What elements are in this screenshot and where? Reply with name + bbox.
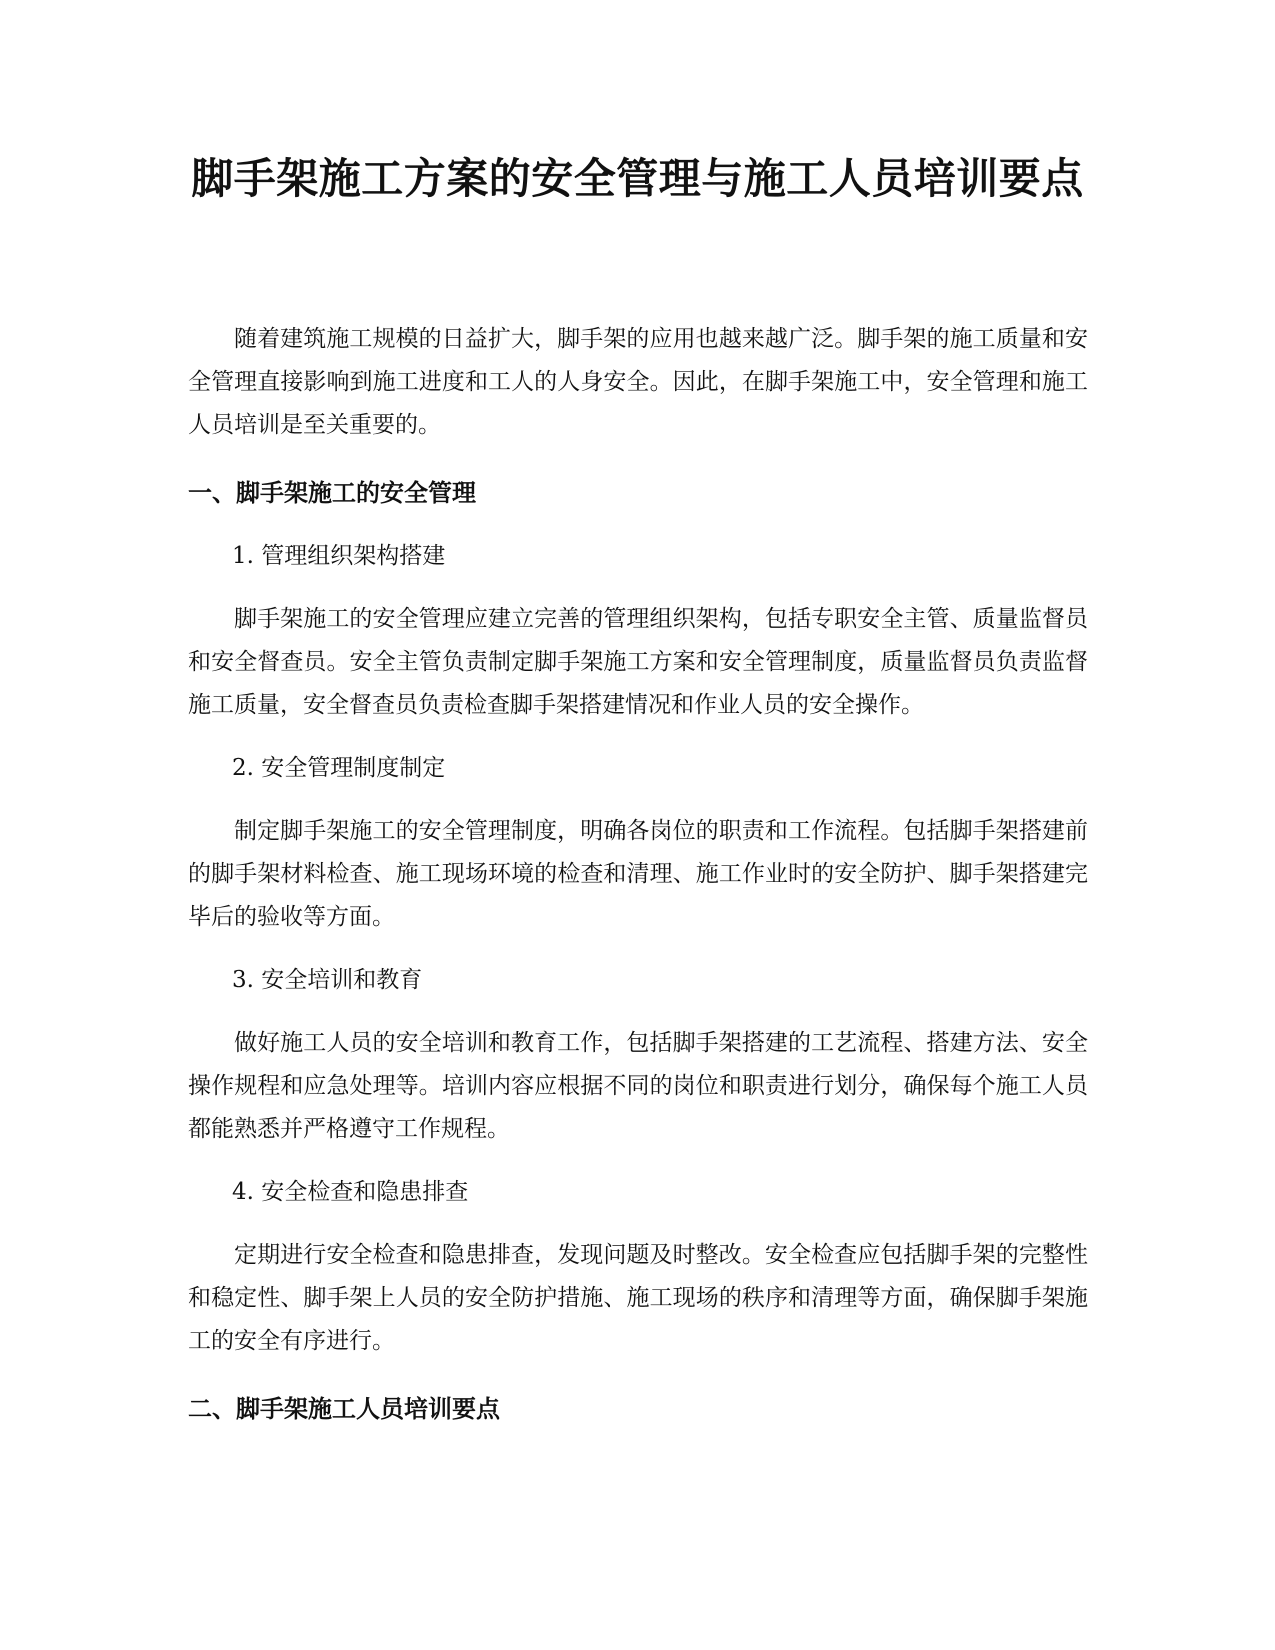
subsection-heading-organization: 1. 管理组织架构搭建 bbox=[232, 543, 446, 569]
subsection-heading-inspection: 4. 安全检查和隐患排查 bbox=[232, 1179, 469, 1205]
section-heading-personnel-training: 二、脚手架施工人员培训要点 bbox=[188, 1395, 500, 1423]
intro-paragraph: 随着建筑施工规模的日益扩大，脚手架的应用也越来越广泛。脚手架的施工质量和安全管理直接影响到施工进度和工人的人身安全。因此，在脚手架施工中，安全管理和施工人员培训是至关重要的。 bbox=[188, 326, 1088, 438]
document-title: 脚手架施工方案的安全管理与施工人员培训要点 bbox=[191, 154, 1084, 203]
subsection-paragraph-organization: 脚手架施工的安全管理应建立完善的管理组织架构，包括专职安全主管、质量监督员和安全督查员。安全主管负责制定脚手架施工方案和安全管理制度，质量监督员负责监督施工质量，安全督查员负责检查脚手架搭建情况和作业人员的安全操作。 bbox=[188, 606, 1088, 718]
subsection-paragraph-training: 做好施工人员的安全培训和教育工作，包括脚手架搭建的工艺流程、搭建方法、安全操作规程和应急处理等。培训内容应根据不同的岗位和职责进行划分，确保每个施工人员都能熟悉并严格遵守工作规程。 bbox=[188, 1030, 1088, 1142]
subsection-heading-training: 3. 安全培训和教育 bbox=[232, 967, 423, 993]
section-heading-safety-management: 一、脚手架施工的安全管理 bbox=[188, 479, 476, 507]
subsection-paragraph-system: 制定脚手架施工的安全管理制度，明确各岗位的职责和工作流程。包括脚手架搭建前的脚手架材料检查、施工现场环境的检查和清理、施工作业时的安全防护、脚手架搭建完毕后的验收等方面。 bbox=[188, 818, 1088, 930]
subsection-paragraph-inspection: 定期进行安全检查和隐患排查，发现问题及时整改。安全检查应包括脚手架的完整性和稳定性、脚手架上人员的安全防护措施、施工现场的秩序和清理等方面，确保脚手架施工的安全有序进行。 bbox=[188, 1242, 1088, 1354]
subsection-heading-system: 2. 安全管理制度制定 bbox=[232, 755, 446, 781]
document-body bbox=[188, 318, 1088, 1451]
